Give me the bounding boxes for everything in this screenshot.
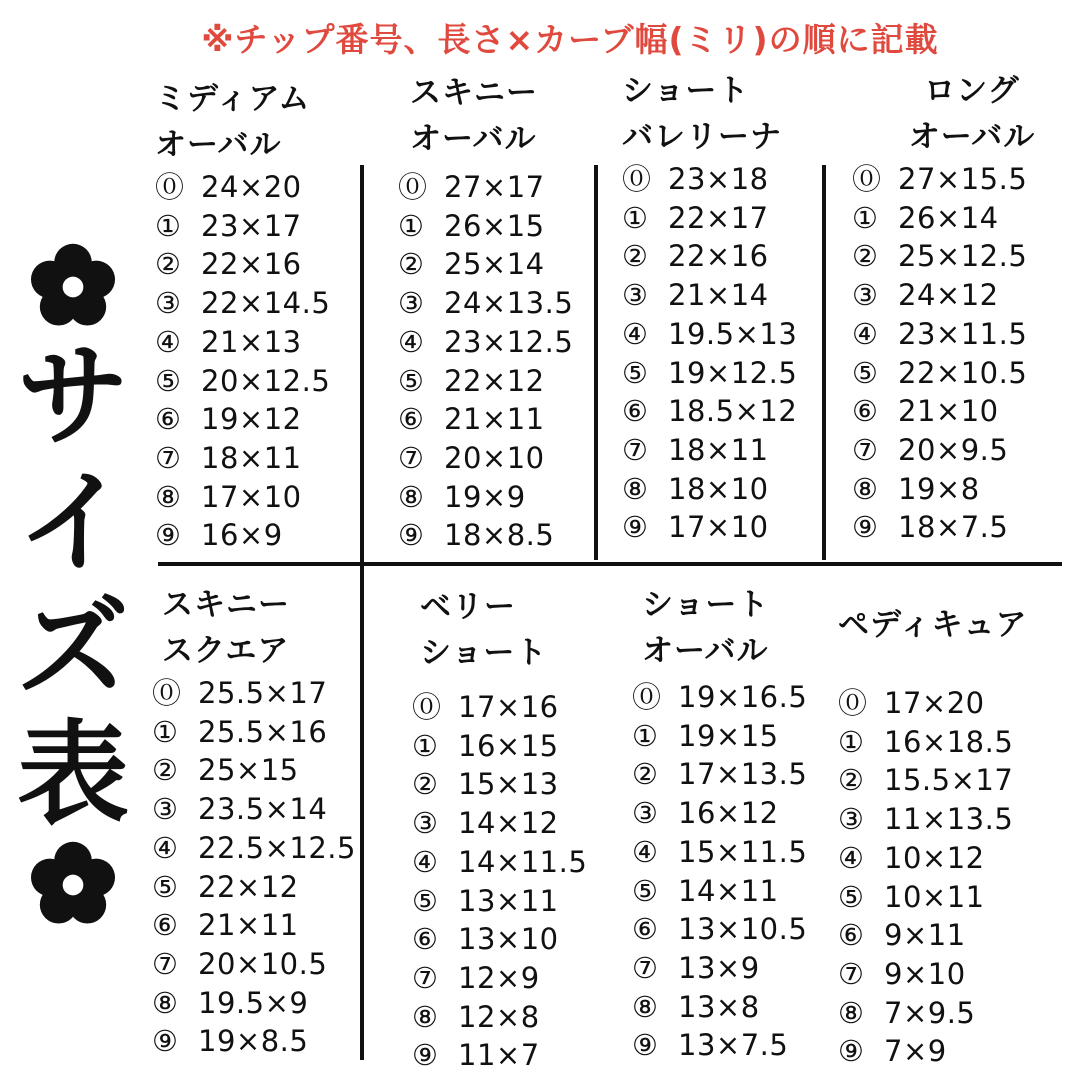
chip-number: ⑧	[632, 989, 659, 1024]
size-item	[852, 160, 1080, 199]
chip-size: 25×14	[444, 247, 545, 282]
chip-size: 9×10	[884, 956, 966, 991]
chip-size: 22.5×12.5	[198, 830, 356, 865]
chip-number: ④	[838, 840, 865, 875]
chip-number: ⓪	[398, 170, 428, 204]
column-title: スクエア	[162, 633, 290, 669]
chip-size: 24×12	[898, 278, 999, 313]
chip-size: 19×8	[898, 471, 980, 506]
side-title	[18, 240, 128, 932]
size-item	[152, 751, 392, 790]
chip-size: 23×17	[201, 208, 302, 243]
size-item	[852, 276, 1080, 315]
chip-size: 16×12	[678, 796, 779, 831]
chip-number: ⑦	[398, 440, 425, 475]
chip-size: 18×11	[668, 432, 769, 467]
size-item	[398, 207, 638, 246]
size-item	[398, 439, 638, 478]
chip-number: ⑨	[632, 1028, 659, 1063]
chip-size: 15.5×17	[884, 763, 1014, 798]
size-item	[838, 761, 1078, 800]
chip-number: ④	[412, 844, 439, 879]
chip-number: ②	[412, 767, 439, 802]
chip-number: ⑤	[398, 363, 425, 398]
chip-number: ⑨	[838, 1034, 865, 1069]
size-item	[632, 678, 872, 717]
size-item	[838, 994, 1078, 1033]
chip-size: 16×9	[201, 518, 283, 553]
size-item	[632, 833, 872, 872]
chip-size: 18×8.5	[444, 518, 555, 553]
size-item	[398, 362, 638, 401]
instruction-note: ※チップ番号、長さ×カーブ幅(ミリ)の順に記載	[201, 20, 939, 59]
size-item	[852, 508, 1080, 547]
chip-number: ②	[838, 763, 865, 798]
chip-size: 14×11	[678, 873, 779, 908]
chip-number: ⑧	[852, 471, 879, 506]
size-item	[155, 516, 395, 555]
size-item	[622, 276, 862, 315]
chip-size: 19×15	[678, 718, 779, 753]
size-item	[632, 794, 872, 833]
chip-size: 13×10.5	[678, 912, 808, 947]
chip-number: ⓪	[412, 690, 442, 724]
chip-number: ①	[398, 208, 425, 243]
size-item	[622, 199, 862, 238]
size-item	[838, 800, 1078, 839]
size-item	[622, 392, 862, 431]
size-item	[412, 727, 652, 766]
chip-size: 20×10	[444, 440, 545, 475]
chip-size: 19×12	[201, 402, 302, 437]
chip-number: ⑦	[152, 946, 179, 981]
chip-size: 18×7.5	[898, 510, 1009, 545]
chip-number: ②	[398, 247, 425, 282]
column-title: ショート	[420, 635, 548, 671]
chip-number: ⑤	[412, 883, 439, 918]
size-list	[412, 688, 652, 1075]
size-item	[398, 478, 638, 517]
chip-number: ⑥	[155, 402, 182, 437]
chip-number: ⑤	[622, 355, 649, 390]
chip-number: ⓪	[852, 162, 882, 196]
chip-size: 25×12.5	[898, 239, 1028, 274]
column-title: オーバル	[155, 127, 282, 163]
size-item	[632, 717, 872, 756]
size-item	[152, 829, 392, 868]
chip-size: 14×11.5	[458, 844, 588, 879]
chip-size: 16×15	[458, 728, 559, 763]
size-item	[412, 1036, 652, 1075]
chip-size: 21×11	[198, 908, 299, 943]
chip-size: 19×16.5	[678, 680, 808, 714]
flower-icon	[26, 240, 120, 334]
chip-size: 26×15	[444, 208, 545, 243]
chip-number: ⑥	[412, 922, 439, 957]
chip-size: 17×20	[884, 686, 985, 720]
chip-number: ①	[632, 718, 659, 753]
chip-number: ④	[155, 324, 182, 359]
size-item	[632, 910, 872, 949]
chip-size: 15×13	[458, 767, 559, 802]
size-list	[622, 160, 862, 547]
column-title: ロング	[924, 73, 1020, 109]
chip-number: ③	[838, 802, 865, 837]
size-item	[155, 284, 395, 323]
chip-number: ④	[622, 316, 649, 351]
size-list	[838, 684, 1078, 1071]
size-item	[155, 168, 395, 207]
chip-number: ⓪	[632, 680, 662, 714]
size-item	[152, 868, 392, 907]
size-item	[852, 392, 1080, 431]
chip-number: ⑨	[852, 510, 879, 545]
size-item	[838, 684, 1078, 723]
size-item	[622, 354, 862, 393]
chip-size: 23.5×14	[198, 792, 328, 827]
chip-size: 14×12	[458, 806, 559, 841]
side-title-char: ズ	[17, 584, 129, 714]
size-item	[622, 470, 862, 509]
chip-number: ②	[155, 247, 182, 282]
chip-size: 11×13.5	[884, 802, 1014, 837]
chip-number: ⑧	[838, 995, 865, 1030]
chip-number: ⑥	[398, 402, 425, 437]
chip-size: 22×17	[668, 200, 769, 235]
size-item	[412, 843, 652, 882]
size-column	[398, 70, 638, 555]
chip-size: 21×14	[668, 278, 769, 313]
chip-size: 23×11.5	[898, 316, 1028, 351]
chip-number: ①	[155, 208, 182, 243]
chip-size: 19×9	[444, 479, 526, 514]
chip-number: ⑨	[152, 1024, 179, 1059]
chip-size: 13×7.5	[678, 1028, 789, 1063]
chip-size: 7×9.5	[884, 995, 976, 1030]
size-item	[852, 315, 1080, 354]
chip-number: ③	[622, 278, 649, 313]
column-title: ベリー	[420, 589, 516, 625]
chip-size: 19.5×13	[668, 316, 798, 351]
chip-size: 18×11	[201, 440, 302, 475]
chip-size: 20×9.5	[898, 432, 1009, 467]
chip-number: ②	[622, 239, 649, 274]
chip-number: ①	[852, 200, 879, 235]
chip-size: 21×13	[201, 324, 302, 359]
chip-number: ⑨	[155, 518, 182, 553]
column-title: オーバル	[908, 119, 1036, 155]
chip-size: 19.5×9	[198, 985, 309, 1020]
chip-size: 17×16	[458, 690, 559, 724]
size-column	[632, 582, 872, 1065]
chip-size: 24×13.5	[444, 286, 574, 321]
side-title-char: イ	[17, 458, 129, 588]
side-title-char: サ	[17, 332, 129, 462]
chip-size: 11×7	[458, 1038, 540, 1073]
chip-number: ⑤	[632, 873, 659, 908]
size-item	[412, 998, 652, 1037]
size-item	[155, 400, 395, 439]
chip-number: ⑨	[412, 1038, 439, 1073]
chip-size: 22×16	[201, 247, 302, 282]
size-item	[632, 872, 872, 911]
size-column	[622, 68, 862, 547]
size-item	[398, 400, 638, 439]
chip-number: ①	[152, 714, 179, 749]
size-item	[398, 284, 638, 323]
size-list	[152, 674, 392, 1061]
size-column	[155, 76, 395, 555]
size-item	[412, 688, 652, 727]
chip-number: ④	[398, 324, 425, 359]
size-item	[632, 949, 872, 988]
chip-size: 17×10	[201, 479, 302, 514]
size-item	[852, 237, 1080, 276]
size-item	[412, 765, 652, 804]
column-title: スキニー	[162, 587, 290, 623]
chip-size: 15×11.5	[678, 834, 808, 869]
chip-size: 23×12.5	[444, 324, 574, 359]
size-item	[838, 955, 1078, 994]
size-item	[412, 882, 652, 921]
chip-size: 23×18	[668, 162, 769, 196]
chip-size: 18.5×12	[668, 394, 798, 429]
chip-size: 25.5×17	[198, 676, 328, 710]
chip-number: ⓪	[152, 676, 182, 710]
size-item	[155, 323, 395, 362]
chip-number: ④	[152, 830, 179, 865]
size-item	[852, 354, 1080, 393]
chip-size: 13×8	[678, 989, 760, 1024]
chip-number: ③	[152, 792, 179, 827]
size-column	[412, 584, 652, 1075]
chip-number: ⑧	[412, 999, 439, 1034]
chip-size: 13×9	[678, 950, 760, 985]
size-item	[152, 1022, 392, 1061]
chip-number: ①	[622, 200, 649, 235]
size-item	[622, 431, 862, 470]
chip-number: ④	[632, 834, 659, 869]
column-title: オーバル	[642, 633, 769, 669]
chip-number: ③	[412, 806, 439, 841]
size-item	[838, 723, 1078, 762]
chip-size: 22×16	[668, 239, 769, 274]
column-title: ショート	[622, 73, 750, 109]
chip-size: 17×13.5	[678, 757, 808, 792]
chip-size: 12×8	[458, 999, 540, 1034]
chip-number: ⑤	[152, 869, 179, 904]
size-item	[398, 323, 638, 362]
side-title-char: 表	[17, 710, 129, 840]
chip-number: ⓪	[155, 170, 185, 204]
size-item	[852, 470, 1080, 509]
chip-size: 21×11	[444, 402, 545, 437]
size-item	[152, 984, 392, 1023]
size-item	[155, 362, 395, 401]
size-item	[155, 207, 395, 246]
column-title: オーバル	[410, 121, 537, 157]
chip-size: 12×9	[458, 960, 540, 995]
divider-horizontal	[158, 562, 1062, 566]
chip-number: ⑤	[838, 879, 865, 914]
size-item	[152, 790, 392, 829]
chip-number: ①	[838, 724, 865, 759]
size-list	[398, 168, 638, 555]
size-item	[632, 988, 872, 1027]
size-item	[412, 959, 652, 998]
chip-number: ②	[632, 757, 659, 792]
chip-number: ⑦	[632, 950, 659, 985]
chip-number: ⑥	[852, 394, 879, 429]
size-item	[412, 804, 652, 843]
size-item	[622, 315, 862, 354]
chip-size: 22×14.5	[201, 286, 331, 321]
flower-icon	[26, 838, 120, 932]
column-title: ショート	[642, 587, 770, 623]
size-item	[152, 674, 392, 713]
size-item	[838, 839, 1078, 878]
chip-number: ⑨	[622, 510, 649, 545]
size-item	[398, 245, 638, 284]
chip-number: ⑨	[398, 518, 425, 553]
chip-size: 19×12.5	[668, 355, 798, 390]
chip-number: ⓪	[622, 162, 652, 196]
chip-size: 27×15.5	[898, 162, 1028, 196]
chip-number: ①	[412, 728, 439, 763]
chip-size: 25×15	[198, 753, 299, 788]
chip-size: 27×17	[444, 170, 545, 204]
chip-number: ⑦	[838, 956, 865, 991]
chip-number: ②	[152, 753, 179, 788]
size-item	[622, 237, 862, 276]
size-item	[398, 168, 638, 207]
chip-size: 22×12	[444, 363, 545, 398]
size-list	[852, 160, 1080, 547]
chip-number: ⑥	[152, 908, 179, 943]
chip-number: ③	[155, 286, 182, 321]
chip-number: ③	[398, 286, 425, 321]
chip-number: ⑤	[155, 363, 182, 398]
chip-number: ④	[852, 316, 879, 351]
size-item	[838, 878, 1078, 917]
chip-size: 25.5×16	[198, 714, 328, 749]
chip-size: 10×11	[884, 879, 985, 914]
chip-number: ⑧	[152, 985, 179, 1020]
chip-number: ⓪	[838, 686, 868, 720]
column-title: ミディアム	[155, 81, 311, 117]
size-item	[622, 160, 862, 199]
chip-size: 26×14	[898, 200, 999, 235]
chip-number: ⑥	[838, 918, 865, 953]
chip-size: 13×10	[458, 922, 559, 957]
chip-number: ②	[852, 239, 879, 274]
size-item	[412, 920, 652, 959]
size-item	[632, 1026, 872, 1065]
chip-size: 22×10.5	[898, 355, 1028, 390]
chip-size: 19×8.5	[198, 1024, 309, 1059]
size-list	[632, 678, 872, 1065]
chip-size: 21×10	[898, 394, 999, 429]
chip-number: ⑦	[155, 440, 182, 475]
size-item	[838, 1032, 1078, 1071]
size-item	[852, 199, 1080, 238]
size-item	[155, 478, 395, 517]
size-item	[152, 713, 392, 752]
size-item	[152, 945, 392, 984]
chip-size: 24×20	[201, 170, 302, 204]
size-column	[852, 68, 1080, 547]
chip-size: 7×9	[884, 1034, 947, 1069]
size-item	[152, 906, 392, 945]
chip-size: 9×11	[884, 918, 966, 953]
column-title: バレリーナ	[622, 119, 782, 155]
chip-number: ③	[852, 278, 879, 313]
size-item	[632, 755, 872, 794]
size-column	[152, 582, 392, 1061]
chip-size: 20×10.5	[198, 946, 328, 981]
size-list	[155, 168, 395, 555]
size-item	[838, 916, 1078, 955]
chip-size: 10×12	[884, 840, 985, 875]
size-item	[155, 439, 395, 478]
chip-number: ⑥	[622, 394, 649, 429]
size-item	[852, 431, 1080, 470]
chip-number: ⑦	[412, 960, 439, 995]
chip-number: ⑦	[852, 432, 879, 467]
chip-number: ⑦	[622, 432, 649, 467]
chip-number: ⑧	[155, 479, 182, 514]
chip-size: 17×10	[668, 510, 769, 545]
chip-number: ⑥	[632, 912, 659, 947]
chip-number: ⑤	[852, 355, 879, 390]
size-item	[155, 245, 395, 284]
size-column	[838, 602, 1078, 1071]
chip-number: ⑧	[622, 471, 649, 506]
column-title: スキニー	[410, 75, 538, 111]
chip-number: ⑧	[398, 479, 425, 514]
size-item	[398, 516, 638, 555]
chip-number: ③	[632, 796, 659, 831]
chip-size: 22×12	[198, 869, 299, 904]
chip-size: 18×10	[668, 471, 769, 506]
chip-size: 13×11	[458, 883, 559, 918]
chip-size: 16×18.5	[884, 724, 1014, 759]
size-item	[622, 508, 862, 547]
chip-size: 20×12.5	[201, 363, 331, 398]
column-title: ペディキュア	[838, 607, 1028, 643]
